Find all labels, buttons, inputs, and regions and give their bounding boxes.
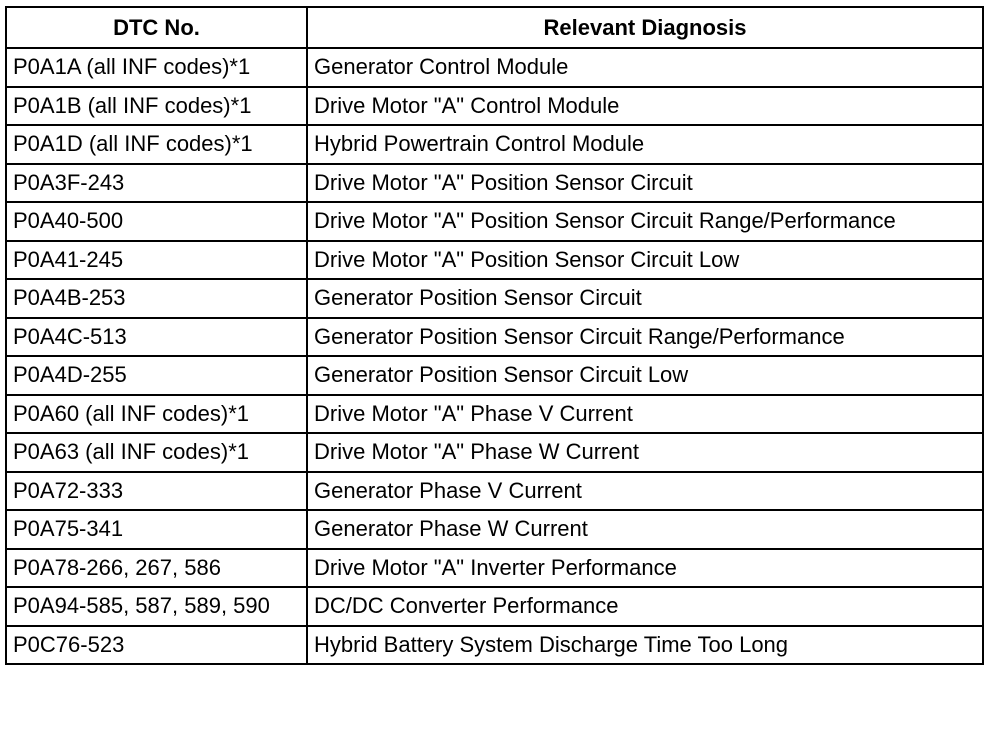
dtc-code-cell: P0A1D (all INF codes)*1	[6, 125, 307, 164]
diagnosis-cell: DC/DC Converter Performance	[307, 587, 983, 626]
table-row	[6, 626, 983, 665]
table-row	[6, 318, 983, 357]
diagnosis-cell: Drive Motor "A" Position Sensor Circuit	[307, 164, 983, 203]
dtc-code-cell: P0A3F-243	[6, 164, 307, 203]
dtc-code-cell: P0A4D-255	[6, 356, 307, 395]
diagnosis-cell: Hybrid Powertrain Control Module	[307, 125, 983, 164]
dtc-code-cell: P0A40-500	[6, 202, 307, 241]
dtc-code-cell: P0C76-523	[6, 626, 307, 665]
dtc-code-cell: P0A1A (all INF codes)*1	[6, 48, 307, 87]
table-row	[6, 164, 983, 203]
dtc-code-cell: P0A75-341	[6, 510, 307, 549]
table-row	[6, 125, 983, 164]
diagnosis-cell: Generator Position Sensor Circuit	[307, 279, 983, 318]
diagnosis-cell: Generator Phase W Current	[307, 510, 983, 549]
table-row	[6, 395, 983, 434]
table-row	[6, 433, 983, 472]
diagnosis-cell: Generator Phase V Current	[307, 472, 983, 511]
dtc-code-cell: P0A41-245	[6, 241, 307, 280]
table-row	[6, 356, 983, 395]
dtc-code-cell: P0A4B-253	[6, 279, 307, 318]
dtc-code-cell: P0A63 (all INF codes)*1	[6, 433, 307, 472]
table-row	[6, 587, 983, 626]
dtc-code-cell: P0A94-585, 587, 589, 590	[6, 587, 307, 626]
dtc-code-cell: P0A78-266, 267, 586	[6, 549, 307, 588]
header-relevant-diagnosis: Relevant Diagnosis	[307, 7, 983, 48]
diagnosis-cell: Drive Motor "A" Phase W Current	[307, 433, 983, 472]
dtc-table	[5, 6, 984, 665]
diagnosis-cell: Generator Position Sensor Circuit Range/Performance	[307, 318, 983, 357]
diagnosis-cell: Drive Motor "A" Position Sensor Circuit Low	[307, 241, 983, 280]
table-row	[6, 202, 983, 241]
dtc-code-cell: P0A60 (all INF codes)*1	[6, 395, 307, 434]
diagnosis-cell: Drive Motor "A" Control Module	[307, 87, 983, 126]
diagnosis-cell: Drive Motor "A" Position Sensor Circuit Range/Performance	[307, 202, 983, 241]
table-row	[6, 510, 983, 549]
diagnosis-cell: Drive Motor "A" Inverter Performance	[307, 549, 983, 588]
dtc-code-cell: P0A4C-513	[6, 318, 307, 357]
diagnosis-cell: Hybrid Battery System Discharge Time Too Long	[307, 626, 983, 665]
dtc-code-cell: P0A72-333	[6, 472, 307, 511]
header-dtc-no: DTC No.	[6, 7, 307, 48]
diagnosis-cell: Drive Motor "A" Phase V Current	[307, 395, 983, 434]
table-header	[6, 7, 983, 48]
table-row	[6, 87, 983, 126]
table-body	[6, 48, 983, 664]
table-row	[6, 241, 983, 280]
table-row	[6, 279, 983, 318]
diagnosis-cell: Generator Control Module	[307, 48, 983, 87]
table-row	[6, 549, 983, 588]
dtc-code-cell: P0A1B (all INF codes)*1	[6, 87, 307, 126]
table-row	[6, 472, 983, 511]
header-row	[6, 7, 983, 48]
table-row	[6, 48, 983, 87]
diagnosis-cell: Generator Position Sensor Circuit Low	[307, 356, 983, 395]
